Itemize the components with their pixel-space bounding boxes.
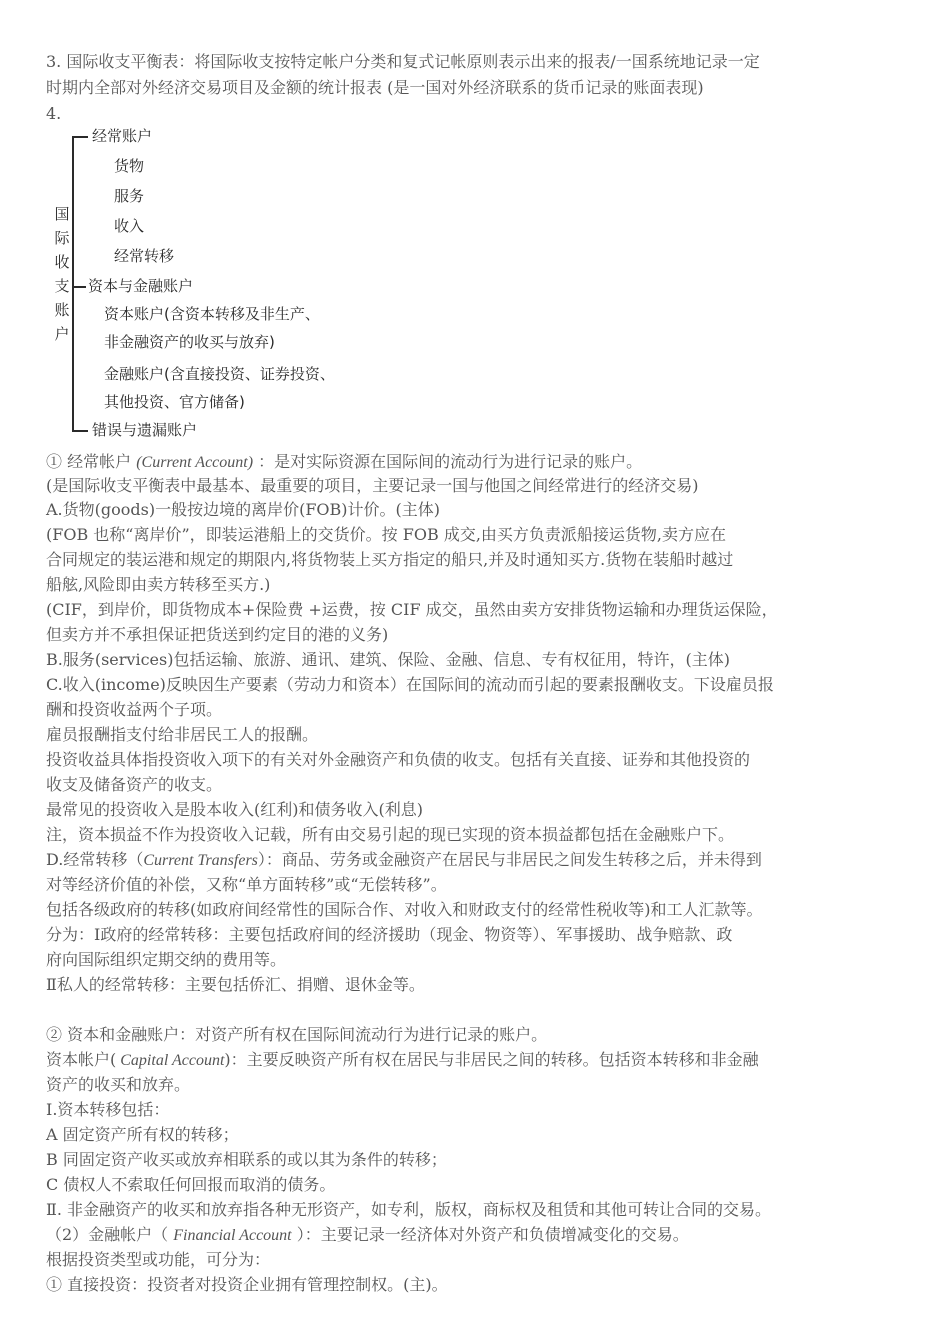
text-line: (FOB 也称“离岸价”，即装运港船上的交货价。按 FOB 成交,由买方负责派船接运货物,卖方应在 [46, 525, 726, 544]
text-line: B.服务(services)包括运输、旅游、通讯、建筑、保险、金融、信息、专有权征用，特许，(主体) [46, 650, 730, 669]
text-line: 合同规定的装运港和规定的期限内,将货物装上买方指定的船只,并及时通知买方.货物在装船时越过 [46, 550, 734, 569]
text-line: C 债权人不索取任何回报而取消的债务。 [46, 1175, 336, 1194]
text-seg: ① 经常帐户 [46, 452, 137, 471]
text-line: ① 直接投资：投资者对投资企业拥有管理控制权。(主)。 [46, 1275, 448, 1294]
text-seg-italic: Current Transfers [143, 852, 258, 869]
text-seg: D.经常转移（ [46, 850, 144, 869]
text-line: 但卖方并不承担保证把货送到约定目的港的义务) [46, 625, 389, 644]
text-line: (是国际收支平衡表中最基本、最重要的项目，主要记录一国与他国之间经常进行的经济交易) [46, 476, 699, 495]
text-line: 分为：Ⅰ政府的经常转移：主要包括政府间的经济援助（现金、物资等）、军事援助、战争赔款、政 [46, 925, 733, 944]
text-line [46, 848, 916, 873]
text-line: I.资本转移包括： [46, 1100, 170, 1119]
tree-trunk-line [72, 136, 74, 430]
text-line: (CIF，到岸价，即货物成本+保险费 +运费，按 CIF 成交，虽然由卖方安排货物运输和办理货运保险， [46, 600, 778, 619]
text-line: B 同固定资产收买或放弃相联系的或以其为条件的转移； [46, 1150, 447, 1169]
text-line: ② 资本和金融账户：对资产所有权在国际间流动行为进行记录的账户。 [46, 1025, 548, 1044]
text-line: 根据投资类型或功能，可分为： [46, 1250, 271, 1269]
text-line [46, 1223, 916, 1248]
text-seg: ）：主要记录一经济体对外资产和负债增减变化的交易。 [291, 1225, 689, 1244]
bop-account-tree [50, 120, 370, 450]
tree-root-char: 际 [54, 229, 70, 247]
text-line: 投资收益具体指投资收入项下的有关对外金融资产和负债的收支。包括有关直接、证券和其他投资的 [46, 750, 751, 769]
text-line: 注，资本损益不作为投资收入记载，所有由交易引起的现已实现的资本损益都包括在金融账户下。 [46, 825, 735, 844]
tree-income: 收入 [114, 217, 145, 235]
tree-errors-omissions: 错误与遗漏账户 [92, 421, 198, 439]
text-seg: （2）金融帐户（ [46, 1225, 174, 1244]
text-line: 酬和投资收益两个子项。 [46, 700, 223, 719]
text-line: 雇员报酬指支付给非居民工人的报酬。 [46, 725, 319, 744]
tree-financial-account-line1: 金融账户(含直接投资、证券投资、 [104, 365, 335, 383]
text-seg-italic: Financial Account [173, 1227, 292, 1244]
tree-services: 服务 [114, 187, 145, 205]
item-3-line-2: 时期内全部对外经济交易项目及金额的统计报表 (是一国对外经济联系的货币记录的账面表现) [46, 78, 704, 97]
tree-branch-current [72, 136, 88, 138]
text-line: 船舷,风险即由卖方转移至买方.) [46, 575, 271, 594]
tree-root-char: 支 [54, 277, 70, 295]
text-seg: ）：商品、劳务或金融资产在居民与非居民之间发生转移之后，并未得到 [257, 850, 762, 869]
item-4-label: 4. [46, 104, 62, 123]
text-seg: )：主要反映资产所有权在居民与非居民之间的转移。包括资本转移和非金融 [224, 1050, 759, 1069]
tree-root-char: 户 [54, 325, 70, 343]
tree-root-char: 国 [54, 205, 70, 223]
text-line: 府向国际组织定期交纳的费用等。 [46, 950, 287, 969]
text-line: A 固定资产所有权的转移； [46, 1125, 239, 1144]
tree-branch-errors [72, 430, 88, 432]
text-line: 收支及储备资产的收支。 [46, 775, 223, 794]
text-line: 最常见的投资收入是股本收入(红利)和债务收入(利息) [46, 800, 423, 819]
text-line [46, 1048, 916, 1073]
tree-capital-account-line2: 非金融资产的收买与放弃) [104, 333, 275, 351]
text-seg: ：是对实际资源在国际间的流动行为进行记录的账户。 [253, 452, 643, 471]
text-line: 包括各级政府的转移(如政府间经常性的国际合作、对收入和财政支付的经常性税收等)和工人汇款等。 [46, 900, 763, 919]
item-3-line-1: 3. 国际收支平衡表：将国际收支按特定帐户分类和复式记帐原则表示出来的报表/一国系统地记录一定 [46, 52, 760, 71]
text-line: Ⅱ私人的经常转移：主要包括侨汇、捐赠、退休金等。 [46, 975, 425, 994]
tree-goods: 货物 [114, 157, 145, 175]
tree-current-transfers: 经常转移 [114, 247, 175, 265]
tree-root-char: 账 [54, 301, 70, 319]
text-seg-italic: Capital Account [116, 1052, 225, 1069]
tree-financial-account-line2: 其他投资、官方储备) [104, 393, 245, 411]
tree-current-account: 经常账户 [92, 127, 153, 145]
tree-root-label [54, 202, 70, 346]
text-line: Ⅱ. 非金融资产的收买和放弃指各种无形资产，如专利，版权，商标权及租赁和其他可转让合同的交易。 [46, 1200, 772, 1219]
text-line: A.货物(goods)一般按边境的离岸价(FOB)计价。(主体) [46, 500, 441, 519]
tree-root-char: 收 [54, 253, 70, 271]
tree-capital-account-line1: 资本账户(含资本转移及非生产、 [104, 305, 320, 323]
text-line: C.收入(income)反映因生产要素（劳动力和资本）在国际间的流动而引起的要素报酬收支。下设雇员报 [46, 675, 774, 694]
text-line [46, 450, 916, 475]
tree-branch-capital [72, 286, 86, 288]
text-line: 对等经济价值的补偿，又称“单方面转移”或“无偿转移”。 [46, 875, 447, 894]
text-line: 资产的收买和放弃。 [46, 1075, 191, 1094]
text-seg-italic: (Current Account) [136, 454, 254, 471]
text-seg: 资本帐户( [46, 1050, 117, 1069]
tree-capital-financial-account: 资本与金融账户 [88, 277, 194, 295]
